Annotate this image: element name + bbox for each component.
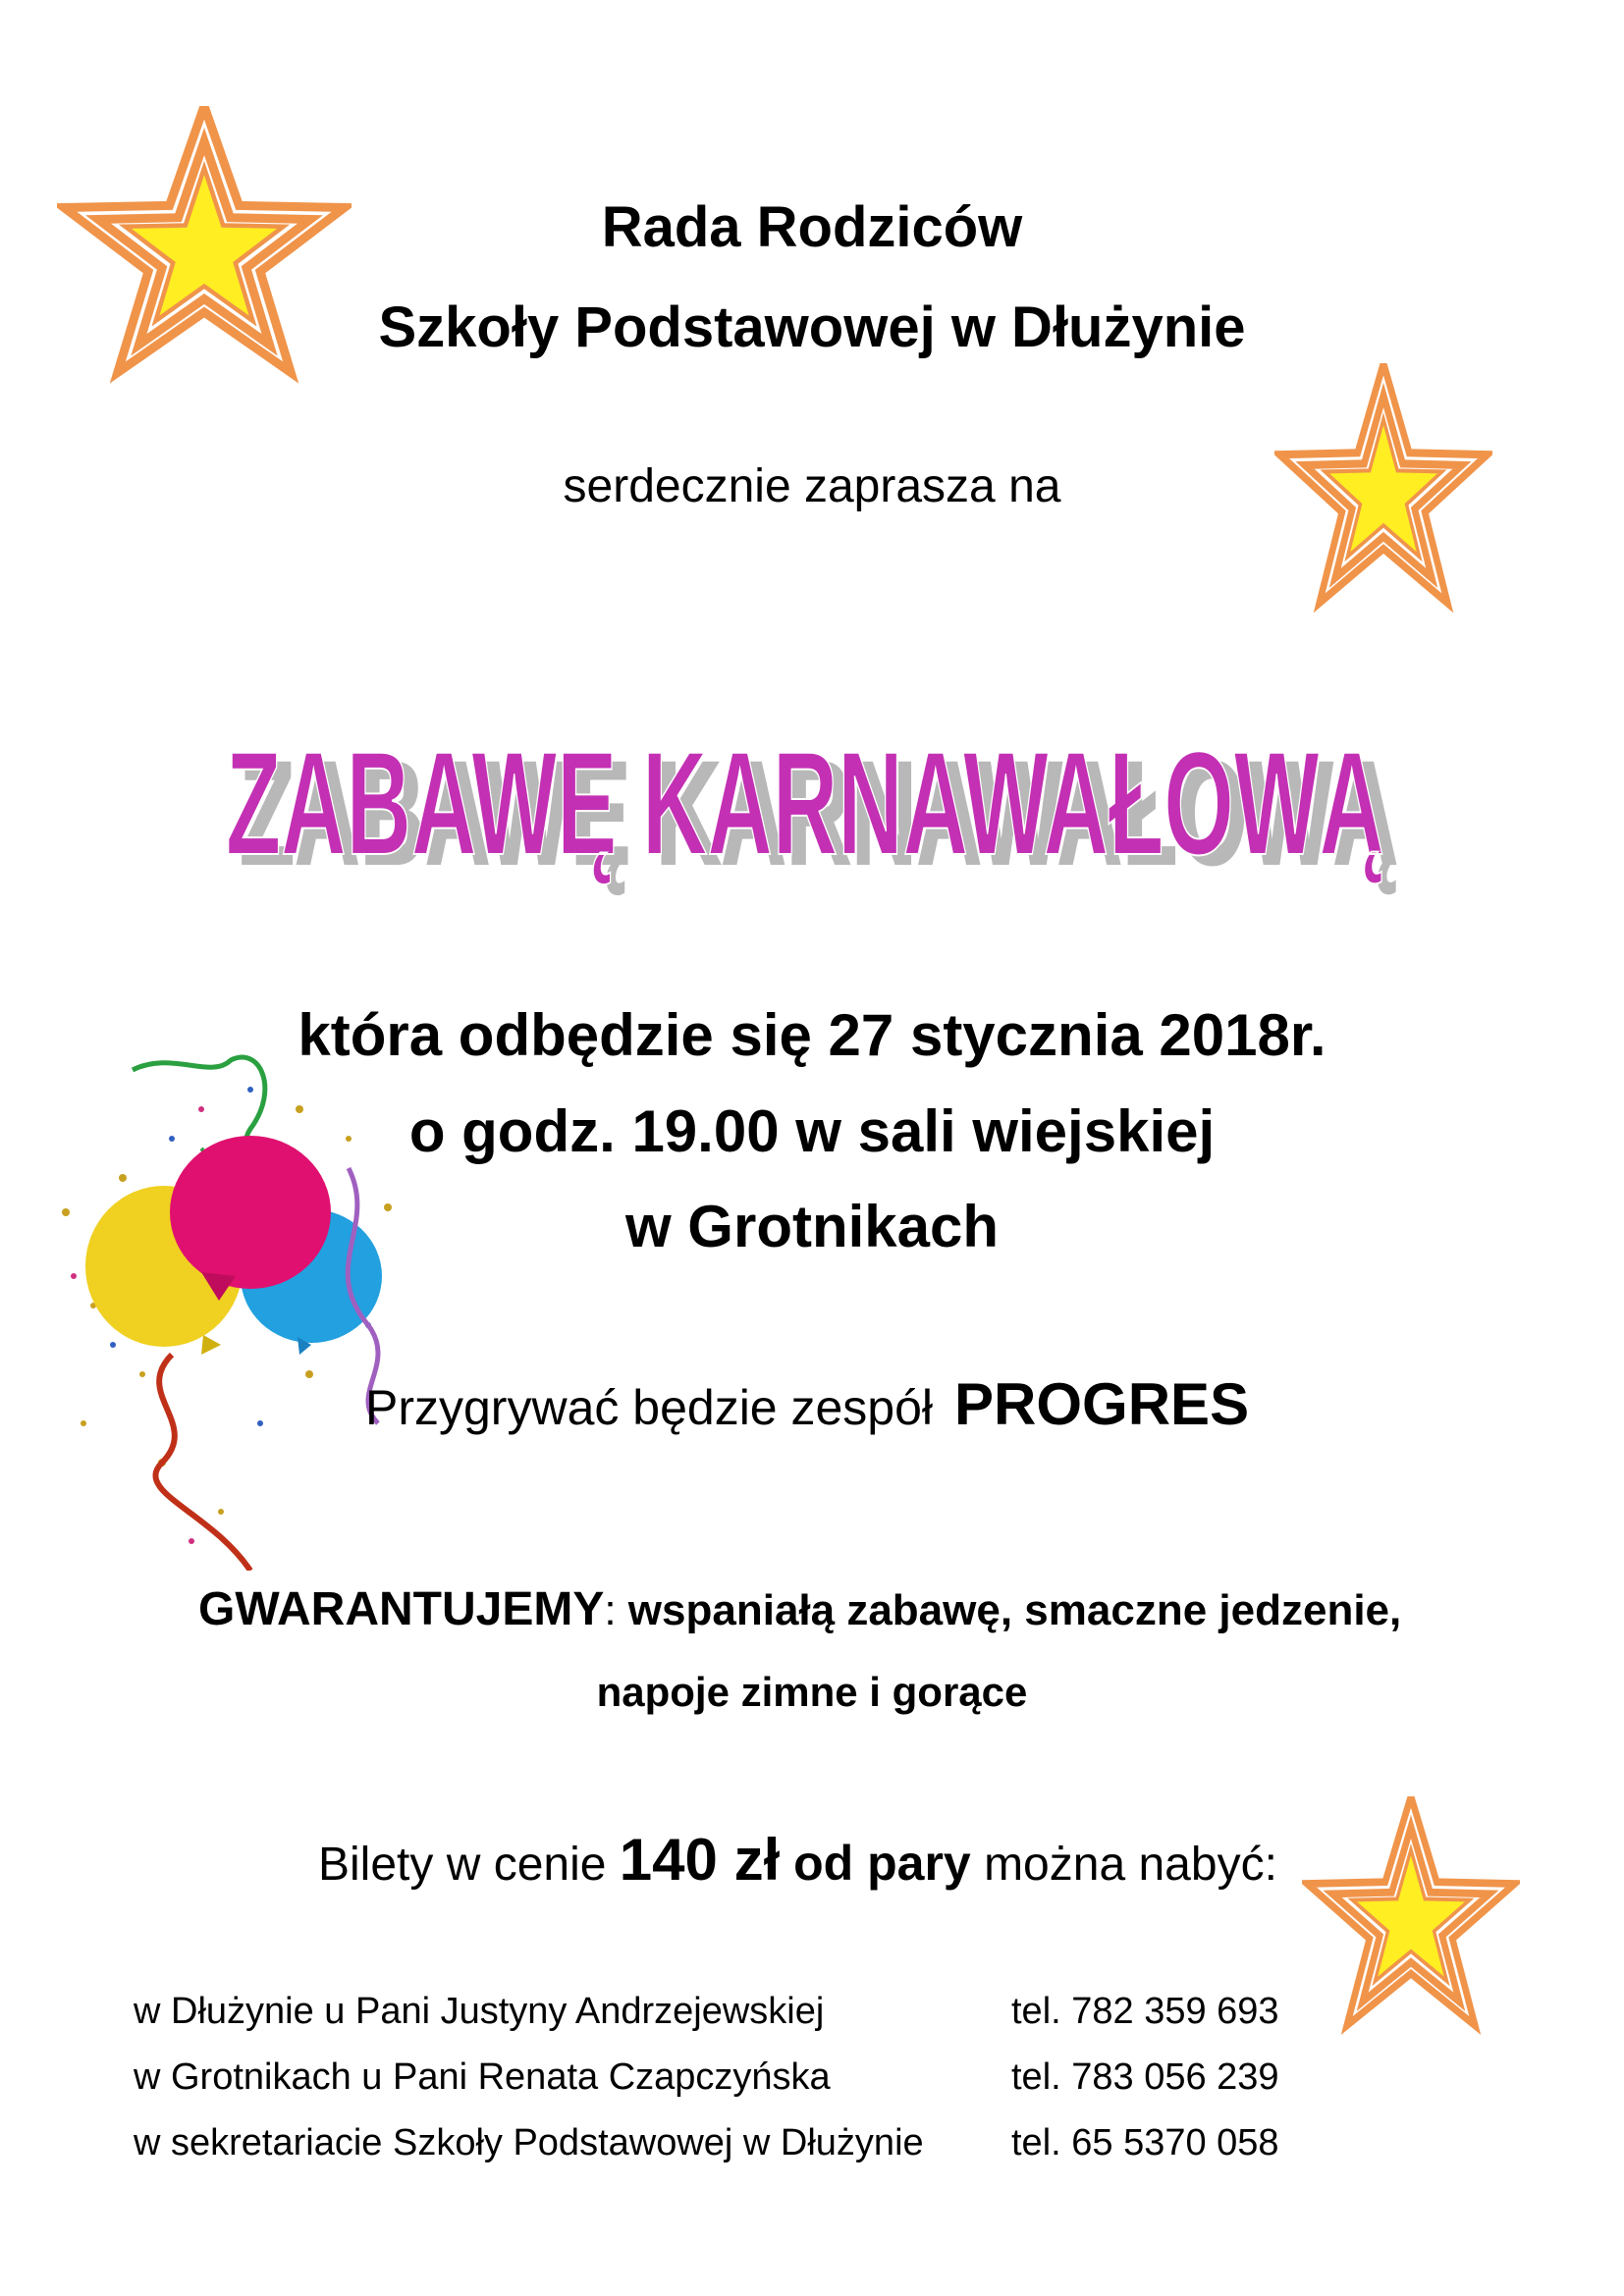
- guarantee-text1: wspaniałą zabawę, smaczne jedzenie,: [616, 1586, 1402, 1634]
- contact-name: w Grotnikach u Pani Renata Czapczyńska: [134, 2056, 831, 2098]
- band-prefix: Przygrywać będzie zespół: [365, 1380, 934, 1435]
- event-time-place: o godz. 19.00 w sali wiejskiej: [408, 1098, 1216, 1164]
- event-date: która odbędzie się 27 stycznia 2018r.: [298, 1002, 1326, 1068]
- guarantee-text2: napoje zimne i gorące: [596, 1669, 1028, 1715]
- contact-phone: tel. 782 359 693: [1011, 1991, 1279, 2032]
- contact-phone: tel. 65 5370 058: [1011, 2122, 1279, 2163]
- invite-text: serdecznie zaprasza na: [563, 460, 1061, 512]
- tickets-line: [318, 1826, 1277, 1894]
- tickets-suffix: można nabyć:: [970, 1839, 1277, 1891]
- organizer-line2: Szkoły Podstawowej w Dłużynie: [378, 295, 1246, 359]
- contact-name: w Dłużynie u Pani Justyny Andrzejewskiej: [134, 1991, 825, 2032]
- guarantee-label: GWARANTUJEMY: [198, 1583, 605, 1635]
- ticket-pair: od pary: [780, 1836, 971, 1891]
- event-location: w Grotnikach: [624, 1194, 1000, 1259]
- guarantee-line: [198, 1582, 1401, 1636]
- headline-text: ZABAWĘ KARNAWAŁOWĄ: [226, 721, 1384, 885]
- band-line: [365, 1370, 1249, 1438]
- contact-phone: tel. 783 056 239: [1011, 2056, 1279, 2098]
- star-icon: [1302, 1796, 1520, 2050]
- ticket-price: 140 zł: [619, 1827, 781, 1893]
- organizer-line1: Rada Rodziców: [601, 195, 1023, 259]
- guarantee-colon: :: [604, 1586, 617, 1634]
- band-name: PROGRES: [954, 1371, 1250, 1437]
- contact-name: w sekretariacie Szkoły Podstawowej w Dłużynie: [134, 2122, 924, 2163]
- headline-shadow: ZABAWĘ KARNAWAŁOWĄ: [240, 730, 1398, 895]
- headline: [196, 589, 1434, 923]
- tickets-prefix: Bilety w cenie: [318, 1839, 620, 1891]
